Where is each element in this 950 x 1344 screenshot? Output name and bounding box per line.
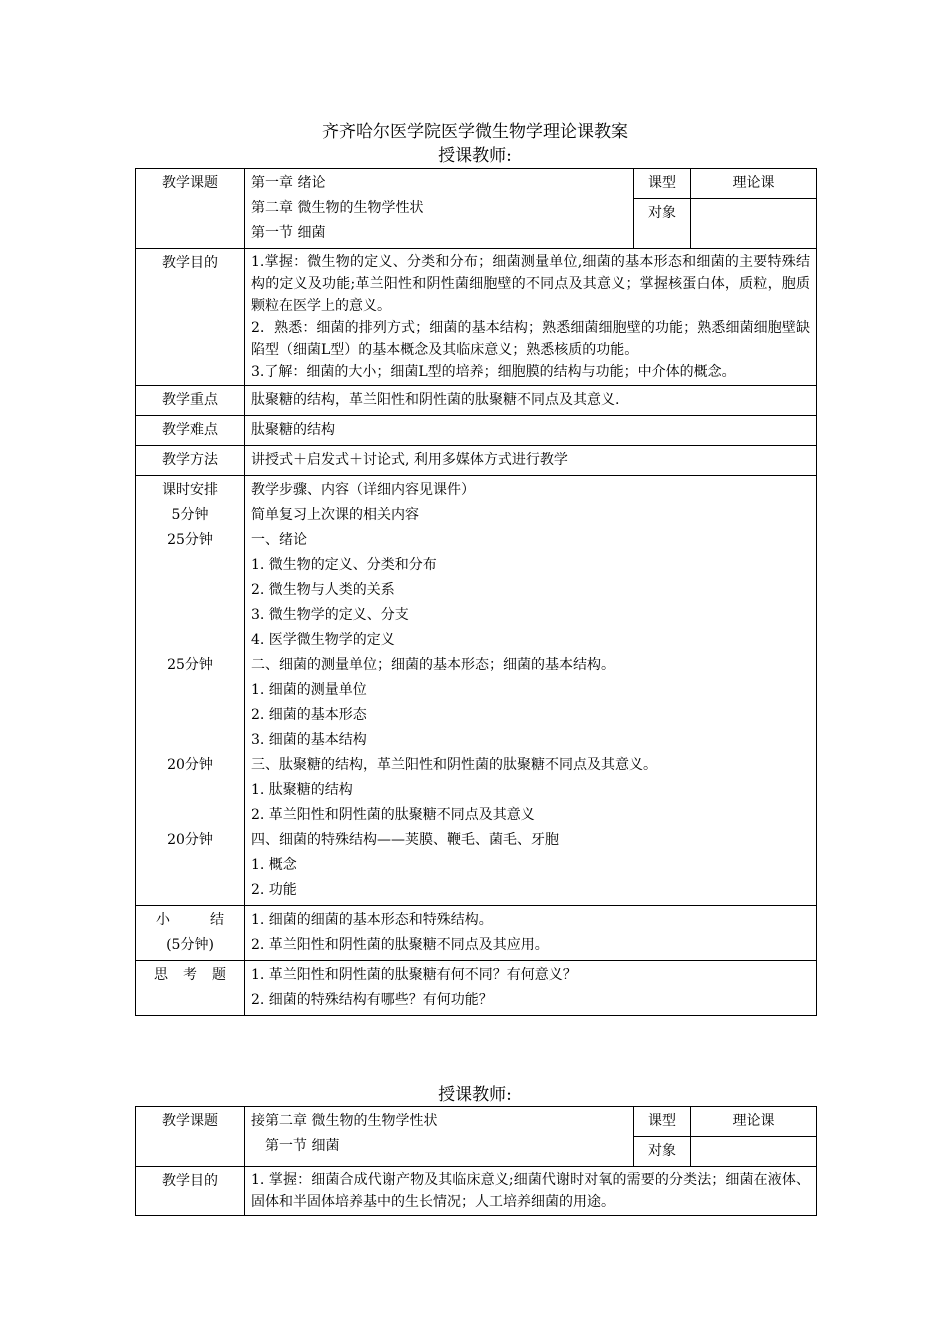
type-label-2: 课型: [634, 1107, 691, 1137]
objective-item: 2．熟悉：细菌的排列方式；细菌的基本结构；熟悉细菌细胞壁的功能；熟悉细菌细胞壁缺陷型（细菌L型）的基本概念及其临床意义；熟悉核质的功能。: [251, 320, 810, 358]
difficulty-row: [136, 416, 817, 446]
schedule-time: 5分钟: [171, 507, 209, 523]
schedule-row: [136, 476, 817, 906]
summary-content: [245, 906, 817, 961]
questions-label-char: 题: [212, 967, 226, 983]
lesson-plan-table-2: [135, 1106, 817, 1216]
target-label-2: 对象: [634, 1137, 691, 1167]
schedule-step: 一、绪论: [251, 532, 307, 548]
type-value: 理论课: [691, 169, 817, 199]
objectives-label-2: 教学目的: [136, 1167, 245, 1216]
difficulty-value: 肽聚糖的结构: [245, 416, 817, 446]
method-row: [136, 446, 817, 476]
schedule-step: 4. 医学微生物学的定义: [251, 632, 395, 648]
schedule-step: 1. 微生物的定义、分类和分布: [251, 557, 437, 573]
objective-item: 3.了解：细菌的大小；细菌L型的培养；细胞膜的结构与功能；中介体的概念。: [251, 364, 736, 380]
schedule-step: 1. 细菌的测量单位: [251, 682, 367, 698]
type-value-2: 理论课: [691, 1107, 817, 1137]
schedule-step: 简单复习上次课的相关内容: [251, 507, 419, 523]
difficulty-label: 教学难点: [136, 416, 245, 446]
questions-label-char: 考: [183, 967, 197, 983]
questions-content: [245, 961, 817, 1016]
schedule-step: 四、细菌的特殊结构——荚膜、鞭毛、菌毛、牙胞: [251, 832, 559, 848]
topic-value: [245, 169, 634, 249]
summary-time: (5分钟): [166, 937, 214, 953]
key-points-value: 肽聚糖的结构，革兰阳性和阴性菌的肽聚糖不同点及其意义.: [245, 386, 817, 416]
question-line: 2. 细菌的特殊结构有哪些？有何功能？: [251, 992, 493, 1008]
schedule-step: 2. 功能: [251, 882, 297, 898]
topic-line: 第二章 微生物的生物学性状: [251, 200, 424, 216]
objective-item: 1.掌握：微生物的定义、分类和分布；细菌测量单位,细菌的基本形态和细菌的主要特殊结构的定义及功能;革兰阳性和阴性菌细胞壁的不同点及其意义；掌握核蛋白体，质粒，胞质颗粒在医学上的意义。: [251, 254, 810, 314]
questions-label: [136, 961, 245, 1016]
key-points-label: 教学重点: [136, 386, 245, 416]
questions-row: [136, 961, 817, 1016]
topic-line: 第一章 绪论: [251, 175, 326, 191]
document-title: 齐齐哈尔医学院医学微生物学理论课教案: [322, 122, 628, 142]
objective-item: 1. 掌握：细菌合成代谢产物及其临床意义;细菌代谢时对氧的需要的分类法；细菌在液体、固体和半固体培养基中的生长情况；人工培养细菌的用途。: [251, 1172, 810, 1210]
questions-label-char: 思: [154, 967, 168, 983]
schedule-step: 3. 微生物学的定义、分支: [251, 607, 409, 623]
method-value: 讲授式＋启发式＋讨论式, 利用多媒体方式进行教学: [245, 446, 817, 476]
target-value: [691, 199, 817, 249]
objectives-label: 教学目的: [136, 249, 245, 386]
topic-line: 第一节 细菌: [265, 1138, 340, 1154]
schedule-times: [136, 476, 245, 906]
summary-label-char: 小: [156, 912, 170, 928]
objectives-row: [136, 249, 817, 386]
schedule-content: [245, 476, 817, 906]
type-label: 课型: [634, 169, 691, 199]
summary-line: 1. 细菌的细菌的基本形态和特殊结构。: [251, 912, 493, 928]
schedule-time: 25分钟: [167, 657, 213, 673]
method-label: 教学方法: [136, 446, 245, 476]
topic-value-2: [245, 1107, 634, 1167]
teacher-label-2: 授课教师:: [438, 1085, 512, 1105]
summary-row: [136, 906, 817, 961]
summary-label: [136, 906, 245, 961]
schedule-step: 1. 肽聚糖的结构: [251, 782, 353, 798]
question-line: 1. 革兰阳性和阴性菌的肽聚糖有何不同？有何意义？: [251, 967, 577, 983]
summary-line: 2. 革兰阳性和阴性菌的肽聚糖不同点及其应用。: [251, 937, 549, 953]
objectives-value-2: [245, 1167, 817, 1216]
objectives-value: [245, 249, 817, 386]
schedule-step: 2. 微生物与人类的关系: [251, 582, 395, 598]
topic-row-2: [136, 1107, 817, 1137]
schedule-step: 3. 细菌的基本结构: [251, 732, 367, 748]
target-label: 对象: [634, 199, 691, 249]
schedule-step: 2. 革兰阳性和阴性菌的肽聚糖不同点及其意义: [251, 807, 535, 823]
schedule-step: 三、肽聚糖的结构，革兰阳性和阴性菌的肽聚糖不同点及其意义。: [251, 757, 657, 773]
schedule-step: 2. 细菌的基本形态: [251, 707, 367, 723]
schedule-step: 1. 概念: [251, 857, 297, 873]
teacher-label: 授课教师:: [438, 146, 512, 166]
schedule-time: 25分钟: [167, 532, 213, 548]
key-points-row: [136, 386, 817, 416]
schedule-time: 20分钟: [167, 832, 213, 848]
summary-label-char: 结: [210, 912, 224, 928]
target-value-2: [691, 1137, 817, 1167]
topic-label-2: 教学课题: [136, 1107, 245, 1167]
lesson-plan-table-1: [135, 168, 817, 1016]
topic-line: 接第二章 微生物的生物学性状: [251, 1113, 438, 1129]
topic-row: [136, 169, 817, 199]
schedule-time: 20分钟: [167, 757, 213, 773]
schedule-label: 课时安排: [162, 482, 218, 498]
topic-label: 教学课题: [136, 169, 245, 249]
schedule-step: 二、细菌的测量单位；细菌的基本形态；细菌的基本结构。: [251, 657, 615, 673]
schedule-step: 教学步骤、内容（详细内容见课件）: [251, 482, 475, 498]
objectives-row-2: [136, 1167, 817, 1216]
topic-line: 第一节 细菌: [251, 225, 326, 241]
